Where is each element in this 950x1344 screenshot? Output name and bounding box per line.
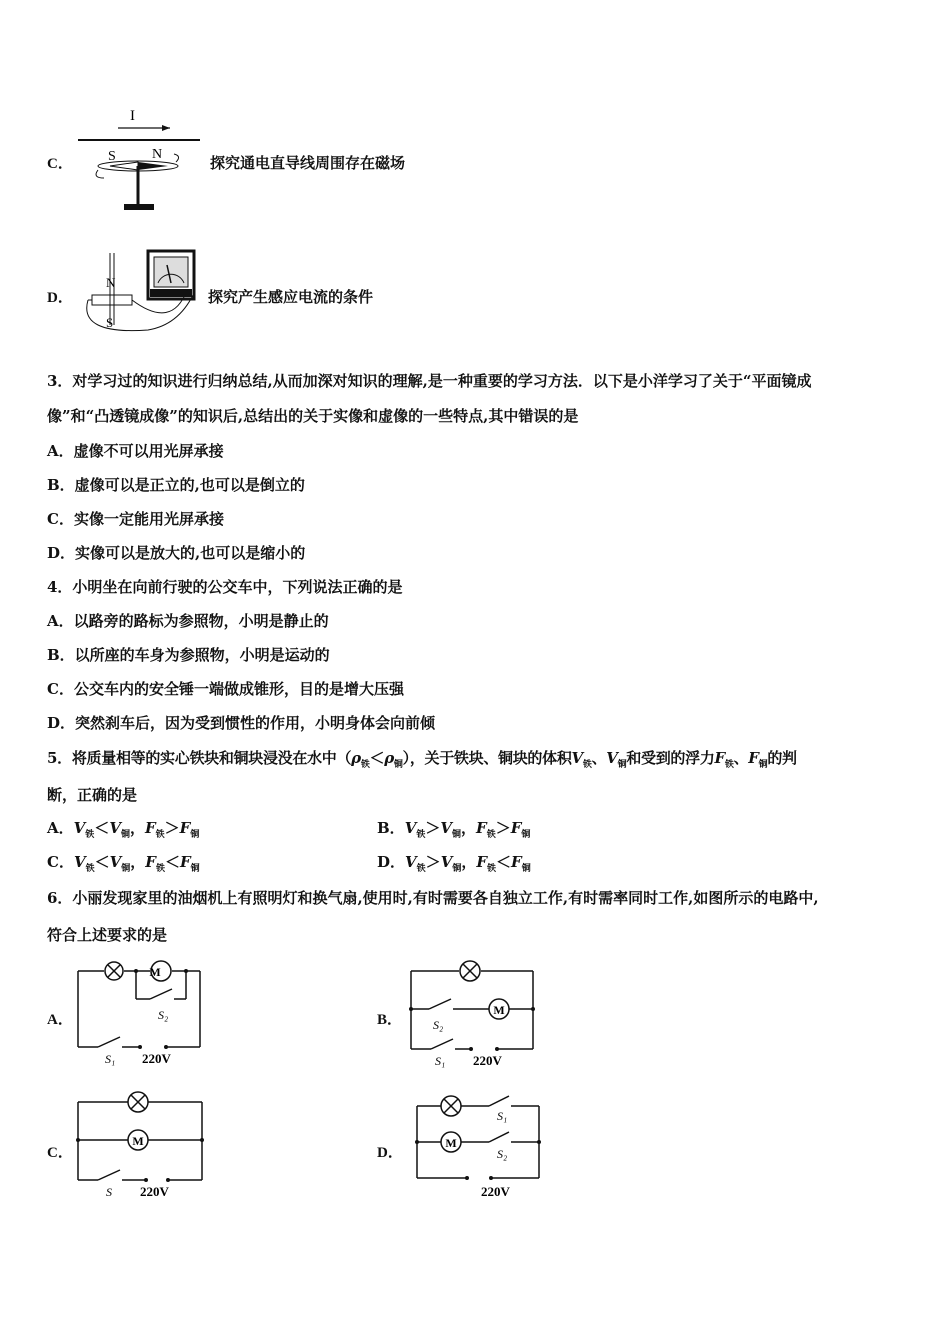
q5-option-d: D．$V_铁>V_铜$，$F_铁<F_铜$ [377, 853, 531, 874]
q4-option-b: B．以所座的车身为参照物，小明是运动的 [47, 646, 330, 664]
circuit-b-s1: S₁ [435, 1054, 446, 1068]
circuit-a [70, 955, 220, 1070]
circuit-a-motor: M [149, 965, 161, 979]
circuit-a-voltage: 220V [142, 1051, 171, 1066]
q3-stem-line1: 3．对学习过的知识进行归纳总结,从而加深对知识的理解,是一种重要的学习方法．以下是小洋学习了关于“平面镜成 [47, 372, 812, 390]
q5-option-b: B．$V_铁>V_铜$，$F_铁>F_铜$ [377, 819, 531, 840]
q4-option-d: D．突然刹车后，因为受到惯性的作用，小明身体会向前倾 [47, 714, 436, 732]
q6-stem-line2: 符合上述要求的是 [47, 926, 168, 944]
circuit-c-s: S [106, 1185, 112, 1199]
circuit-c-motor: M [132, 1134, 144, 1148]
q6-a-label: A． [47, 1012, 73, 1028]
circuit-c [70, 1088, 215, 1203]
circuit-a-s1: S₁ [105, 1052, 116, 1066]
q3-option-d: D．实像可以是放大的,也可以是缩小的 [47, 544, 306, 562]
wire-compass-figure [70, 100, 210, 215]
current-label: I [130, 108, 135, 124]
q5-stem-line1: 5．将质量相等的实心铁块和铜块浸没在水中$(\rho_铁<\rho_铜)$，关于铁块、铜块的体积$V_铁$、$V_铜$和受到的浮力$F_铁$、$F_铜$的判 [47, 749, 797, 770]
q4-option-c: C．公交车内的安全锤一端做成锥形，目的是增大压强 [47, 680, 404, 698]
induction-figure [70, 245, 205, 340]
pole-n: N [152, 147, 163, 162]
q4-option-a: A．以路旁的路标为参照物，小明是静止的 [47, 612, 329, 630]
magnet-n: N [106, 275, 116, 290]
circuit-d-s2: S₂ [497, 1147, 508, 1161]
q3-option-b: B．虚像可以是正立的,也可以是倒立的 [47, 476, 305, 494]
q4-stem: 4．小明坐在向前行驶的公交车中，下列说法正确的是 [47, 578, 403, 596]
q3-stem-line2: 像”和“凸透镜成像”的知识后,总结出的关于实像和虚像的一些特点,其中错误的是 [47, 407, 579, 425]
q5-stem-line2: 断，正确的是 [47, 786, 138, 804]
circuit-d-voltage: 220V [481, 1184, 510, 1199]
q6-stem-line1: 6．小丽发现家里的油烟机上有照明灯和换气扇,使用时,有时需要各自独立工作,有时需率同时工作,如图所示的电路中, [47, 889, 819, 907]
pole-s: S [108, 149, 116, 164]
circuit-c-voltage: 220V [140, 1184, 169, 1199]
circuit-d [405, 1088, 550, 1203]
option-d-label: D． [47, 290, 73, 306]
circuit-d-s1: S₁ [497, 1109, 508, 1123]
option-c-label: C． [47, 156, 73, 172]
q5-option-c: C．$V_铁<V_铜$，$F_铁<F_铜$ [47, 853, 200, 874]
q6-c-label: C． [47, 1145, 73, 1161]
option-d-caption: 探究产生感应电流的条件 [208, 288, 374, 306]
q3-option-c: C．实像一定能用光屏承接 [47, 510, 224, 528]
q3-option-a: A．虚像不可以用光屏承接 [47, 442, 224, 460]
q6-d-label: D． [377, 1145, 403, 1161]
circuit-d-motor: M [445, 1136, 457, 1150]
circuit-b [405, 955, 545, 1070]
circuit-b-voltage: 220V [473, 1053, 502, 1068]
option-c-caption: 探究通电直导线周围存在磁场 [210, 154, 406, 172]
q6-b-label: B． [377, 1012, 403, 1028]
circuit-b-motor: M [493, 1003, 505, 1017]
q5-option-a: A．$V_铁<V_铜$，$F_铁>F_铜$ [47, 819, 200, 840]
magnet-s: S [106, 315, 114, 330]
circuit-a-s2: S₂ [158, 1008, 169, 1022]
circuit-b-s2: S₂ [433, 1018, 444, 1032]
